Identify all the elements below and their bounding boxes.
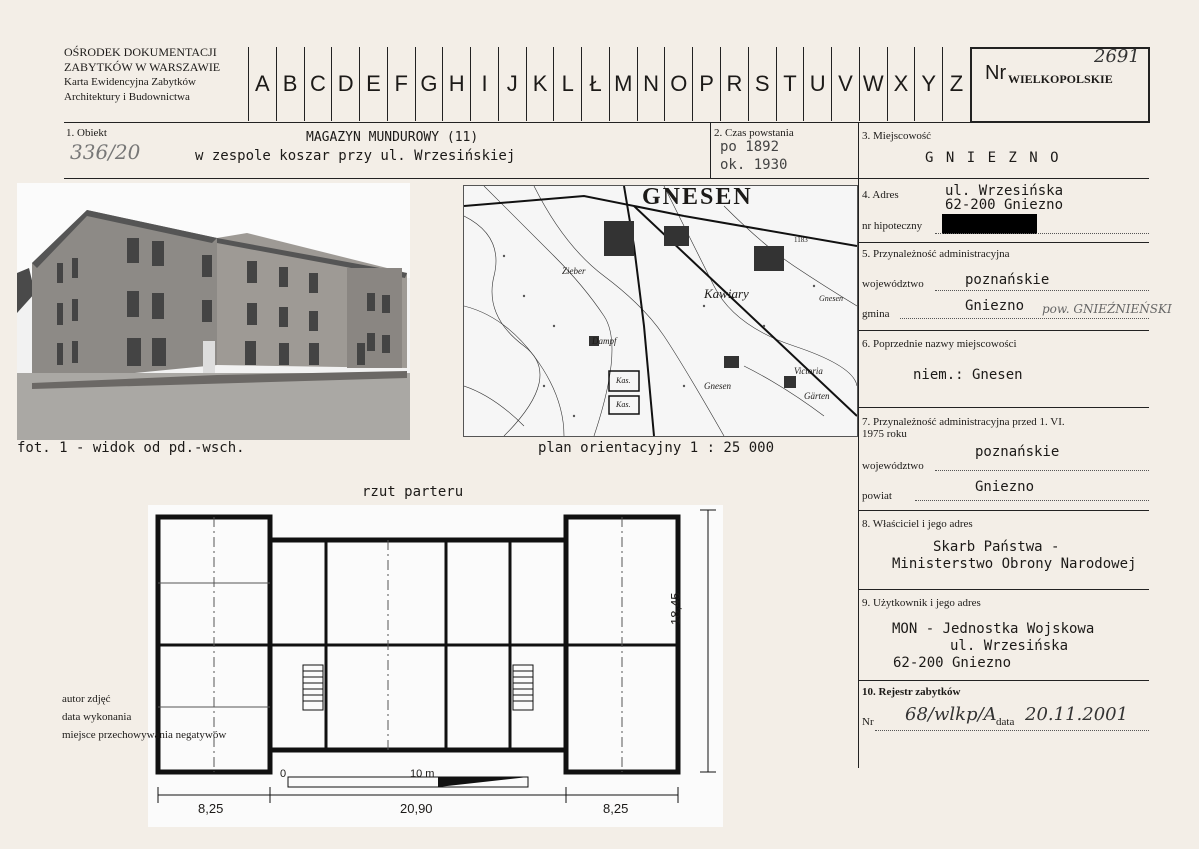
admin-before-powiat-value: Gniezno — [975, 479, 1035, 495]
owner-line2: Ministerstwo Obrony Narodowej — [892, 556, 1137, 572]
register-nr-value: 68/wlkp/A — [905, 704, 997, 725]
orientation-map — [463, 185, 858, 437]
rule — [858, 242, 1149, 243]
origin-line1: po 1892 — [720, 139, 780, 155]
index-letter: U — [804, 47, 832, 121]
rule — [858, 680, 1149, 681]
nr-handwritten: 2691 — [1094, 46, 1140, 67]
address-line1: ul. Wrzesińska — [945, 183, 1064, 199]
meta-date-label: data wykonania — [62, 711, 132, 723]
map-label-gnesen-east: Gnesen — [819, 294, 843, 303]
index-letter: B — [277, 47, 305, 121]
admin-label: 5. Przynależność administracyjna — [862, 248, 1010, 260]
index-letter: E — [360, 47, 388, 121]
object-hand-number: 336/20 — [70, 140, 141, 164]
index-letter: I — [471, 47, 499, 121]
index-letter: A — [249, 47, 277, 121]
place-label: 3. Miejscowość — [862, 130, 932, 142]
plan-title: rzut parteru — [362, 484, 464, 500]
index-letter: H — [443, 47, 471, 121]
plan-dim-left: 8,25 — [198, 801, 224, 816]
index-letter: O — [665, 47, 693, 121]
object-label: 1. Obiekt — [66, 127, 107, 139]
dotted-line — [935, 470, 1149, 471]
index-letter: N — [638, 47, 666, 121]
rule — [64, 178, 1149, 179]
index-letter: F — [388, 47, 416, 121]
map-label-gnesen-south: Gnesen — [704, 381, 731, 391]
plan-dim-mid: 20,90 — [400, 801, 433, 816]
admin-gmina-note: pow. GNIEŹNIEŃSKI — [1042, 302, 1172, 316]
index-letter: K — [527, 47, 555, 121]
photo-drawing — [17, 183, 410, 440]
map-caption: plan orientacyjny 1 : 25 000 — [538, 440, 775, 456]
dotted-line — [935, 233, 1149, 234]
building-photo — [17, 183, 410, 440]
admin-voiv-value: poznańskie — [965, 272, 1050, 288]
mortgage-label: nr hipoteczny — [862, 220, 923, 232]
index-letter: V — [832, 47, 860, 121]
map-label-kawiary: Kawiary — [704, 286, 749, 301]
index-letter: L — [554, 47, 582, 121]
org-line2: ZABYTKÓW W WARSZAWIE — [64, 60, 221, 74]
map-label-victoria: Victoria — [794, 366, 823, 376]
plan-scale-ten: 10 m — [410, 768, 435, 780]
admin-before-powiat-label: powiat — [862, 490, 892, 502]
map-drawing — [464, 186, 857, 436]
meta-place-label: miejsce przechowywania negatywów — [62, 729, 227, 741]
map-title: GNESEN — [642, 185, 753, 210]
user-line3: 62-200 Gniezno — [893, 655, 1012, 671]
photo-caption: fot. 1 - widok od pd.-wsch. — [17, 440, 245, 456]
register-label: 10. Rejestr zabytków — [862, 686, 961, 698]
index-letter: S — [749, 47, 777, 121]
redaction-block — [942, 214, 1037, 234]
rule — [64, 122, 1149, 123]
divider-right — [858, 122, 859, 768]
object-desc: w zespole koszar przy ul. Wrzesińskiej — [195, 148, 516, 164]
object-name: MAGAZYN MUNDUROWY (11) — [306, 130, 479, 145]
card-line2: Architektury i Budownictwa — [64, 91, 190, 103]
org-line1: OŚRODEK DOKUMENTACJI — [64, 45, 217, 59]
alphabet-index — [248, 47, 971, 121]
index-letter: Ł — [582, 47, 610, 121]
index-letter: W — [860, 47, 888, 121]
map-label-dampf: Dampf — [592, 336, 617, 346]
dotted-line — [935, 290, 1149, 291]
index-letter: C — [305, 47, 333, 121]
user-label: 9. Użytkownik i jego adres — [862, 597, 981, 609]
user-line2: ul. Wrzesińska — [950, 638, 1069, 654]
index-letter: D — [332, 47, 360, 121]
map-label-garten: Gärten — [804, 391, 830, 401]
admin-before-label1: 7. Przynależność administracyjna przed 1. VI. — [862, 416, 1065, 428]
index-letter: R — [721, 47, 749, 121]
org-header — [64, 45, 220, 105]
map-label-zieber: Zieber — [562, 266, 586, 276]
rule — [858, 510, 1149, 511]
plan-dim-right: 8,25 — [603, 801, 629, 816]
owner-label: 8. Właściciel i jego adres — [862, 518, 973, 530]
dotted-line — [915, 500, 1149, 501]
region-label: WIELKOPOLSKIE — [1008, 72, 1113, 86]
address-line2: 62-200 Gniezno — [945, 197, 1064, 213]
card-line1: Karta Ewidencyjna Zabytków — [64, 76, 196, 88]
plan-scale-zero: 0 — [280, 768, 287, 780]
map-label-kas1: Kas. — [616, 376, 631, 385]
dotted-line — [875, 730, 1149, 731]
index-letter: M — [610, 47, 638, 121]
index-letter: Y — [915, 47, 943, 121]
rule — [858, 330, 1149, 331]
nr-label: Nr — [985, 62, 1007, 84]
map-label-height: 1183 — [794, 236, 808, 244]
owner-line1: Skarb Państwa - — [933, 539, 1060, 555]
index-letter: T — [777, 47, 805, 121]
admin-voiv-label: województwo — [862, 278, 924, 290]
rule — [858, 589, 1149, 590]
admin-before-voiv-value: poznańskie — [975, 444, 1060, 460]
register-nr-label: Nr — [862, 716, 874, 728]
index-letter: G — [416, 47, 444, 121]
rule — [858, 407, 1149, 408]
address-label: 4. Adres — [862, 189, 899, 201]
map-label-kas2: Kas. — [616, 400, 631, 409]
index-letter: P — [693, 47, 721, 121]
prev-names-value: niem.: Gnesen — [913, 367, 1023, 383]
floor-plan-drawing — [148, 505, 723, 827]
admin-gmina-label: gmina — [862, 308, 890, 320]
index-letter: X — [888, 47, 916, 121]
user-line1: MON - Jednostka Wojskowa — [892, 621, 1095, 637]
plan-dim-height: 18,45 — [668, 592, 683, 625]
index-letter: J — [499, 47, 527, 121]
register-date-label: data — [996, 716, 1015, 728]
admin-gmina-value: Gniezno — [965, 298, 1025, 314]
origin-label: 2. Czas powstania — [714, 127, 794, 139]
prev-names-label: 6. Poprzednie nazwy miejscowości — [862, 338, 1017, 350]
meta-author-label: autor zdjęć — [62, 693, 111, 705]
place-value: G N I E Z N O — [925, 150, 1061, 166]
floor-plan — [148, 505, 723, 827]
register-date-value: 20.11.2001 — [1025, 704, 1129, 725]
dotted-line — [900, 318, 1149, 319]
admin-before-label2: 1975 roku — [862, 428, 907, 440]
admin-before-voiv-label: województwo — [862, 460, 924, 472]
divider — [710, 122, 711, 178]
origin-line2: ok. 1930 — [720, 157, 788, 173]
index-letter: Z — [943, 47, 971, 121]
